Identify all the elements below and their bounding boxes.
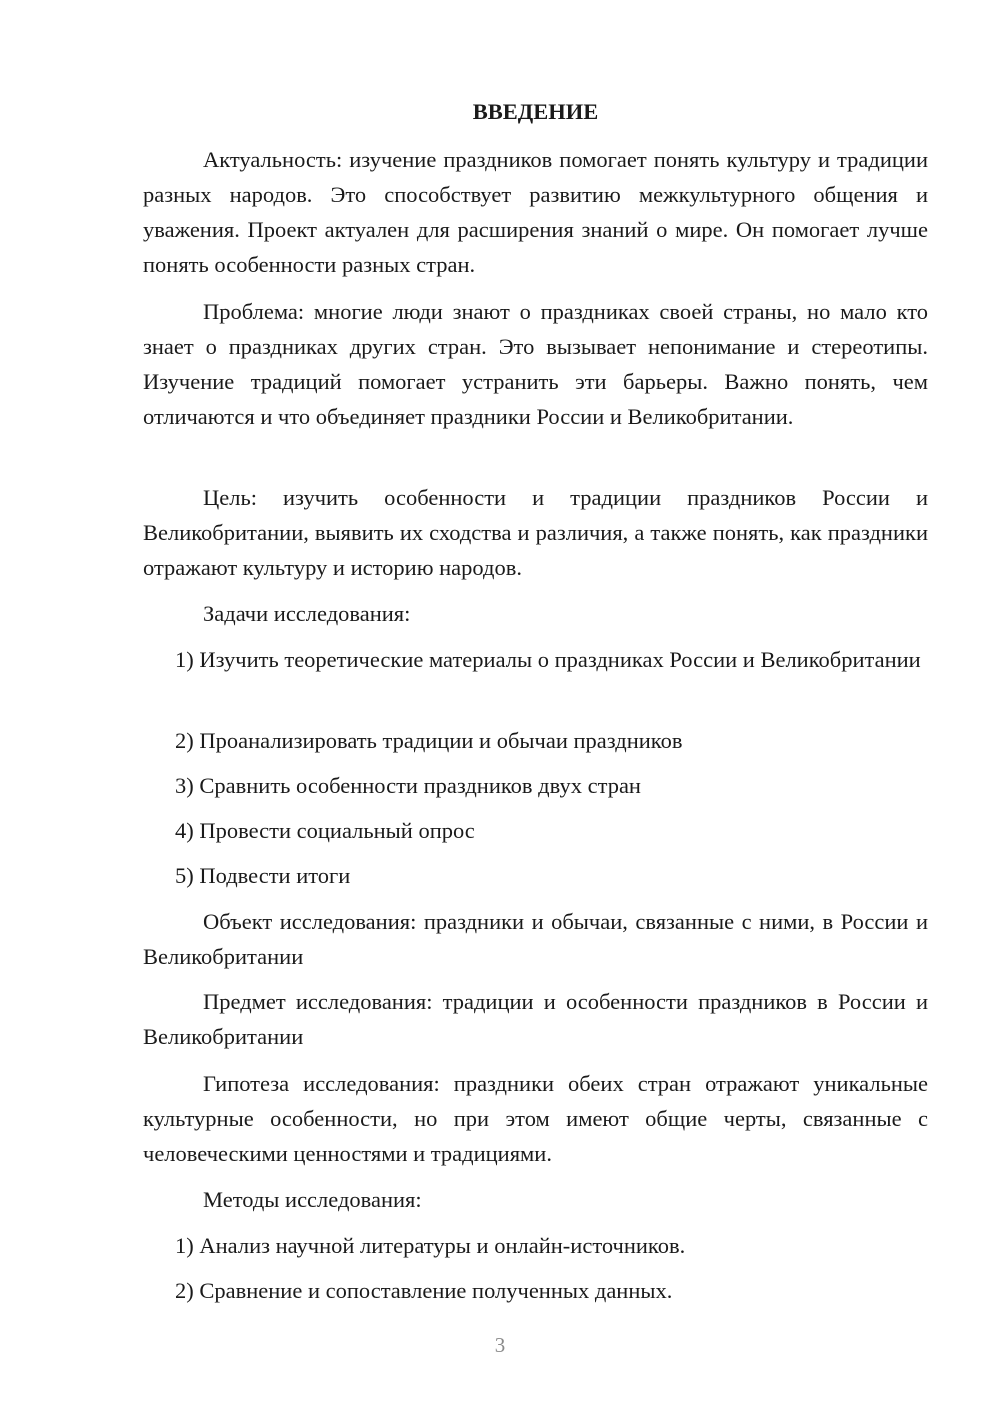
relevance-paragraph: Актуальность: изучение праздников помогает понять культуру и традиции разных народов. Это способствует развитию межкультурного общения и уважения. Проект актуален для расширения знаний о мире. Он помогает лучше понять особенности разных стран. [143,147,928,277]
task-item: 4) Провести социальный опрос [175,818,475,843]
method-item: 2) Сравнение и сопоставление полученных данных. [175,1278,673,1303]
subject-paragraph: Предмет исследования: традиции и особенности праздников в России и Великобритании [143,989,928,1049]
page-number: 3 [494,1333,506,1357]
task-item: 3) Сравнить особенности праздников двух стран [175,773,641,798]
method-item: 1) Анализ научной литературы и онлайн-источников. [175,1233,686,1258]
object-paragraph: Объект исследования: праздники и обычаи, связанные с ними, в России и Великобритании [143,909,928,969]
problem-paragraph: Проблема: многие люди знают о праздниках своей страны, но мало кто знает о праздниках других стран. Это вызывает непонимание и стереотипы. Изучение традиций помогает устранить эти барьеры. Важно понять, чем отличаются и что объединяет праздники России и Великобритании. [143,299,928,429]
page-title: ВВЕДЕНИЕ [472,99,599,124]
goal-paragraph: Цель: изучить особенности и традиции праздников России и Великобритании, выявить их сходства и различия, а также понять, как праздники отражают культуру и историю народов. [143,485,928,580]
tasks-heading: Задачи исследования: [203,601,411,626]
task-item: 2) Проанализировать традиции и обычаи праздников [175,728,683,753]
task-item: 5) Подвести итоги [175,863,351,888]
methods-heading: Методы исследования: [203,1187,422,1212]
hypothesis-paragraph: Гипотеза исследования: праздники обеих стран отражают уникальные культурные особенности, но при этом имеют общие черты, связанные с человеческими ценностями и традициями. [143,1071,928,1166]
task-item: 1) Изучить теоретические материалы о праздниках России и Великобритании [175,647,921,672]
